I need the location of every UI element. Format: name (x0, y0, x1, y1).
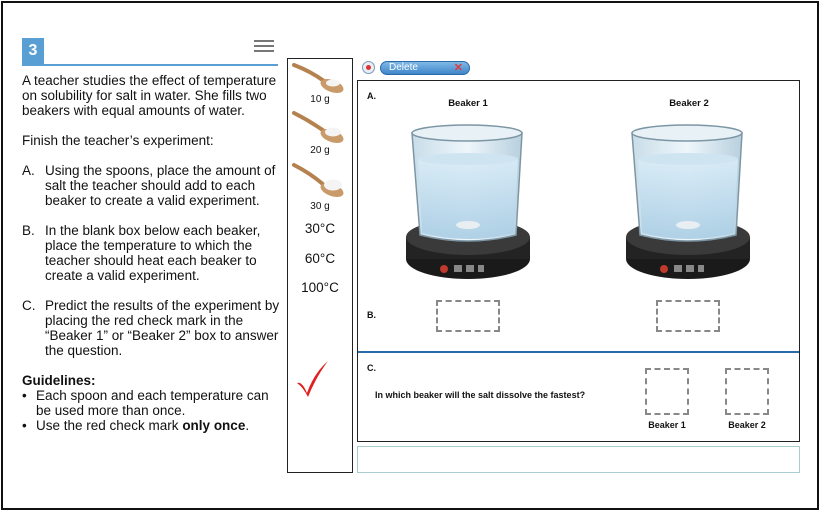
step-label: A. (22, 163, 35, 178)
step-text: Using the spoons, place the amount of salt the teacher should add to each beaker to create a valid experiment. (45, 163, 276, 208)
temp-30c[interactable]: 30°C (304, 221, 336, 236)
beaker2-title: Beaker 2 (669, 98, 709, 109)
response-area[interactable] (357, 446, 800, 473)
guideline-item (22, 418, 284, 433)
section-a-label: A. (367, 91, 376, 101)
beaker1-title: Beaker 1 (448, 98, 488, 109)
question-instruction: Finish the teacher’s experiment: (22, 133, 214, 148)
question-intro: A teacher studies the effect of temperature on solubility for salt in water. She fills two beakers with equal amounts of water. (22, 73, 277, 118)
bullet-icon: • (22, 388, 27, 403)
spoon-20g[interactable] (290, 109, 350, 145)
delete-x-icon: ✕ (453, 62, 463, 74)
answer-box-beaker2[interactable] (725, 368, 769, 415)
menu-icon[interactable] (254, 40, 274, 54)
spoon-label: 10 g (310, 94, 330, 105)
selector-tool-icon[interactable] (362, 61, 375, 74)
spoon-30g[interactable] (290, 161, 350, 199)
delete-label: Delete (389, 62, 418, 73)
step-text: In the blank box below each beaker, place the temperature to which the teacher should heat each beaker to create a valid experiment. (45, 223, 261, 283)
spoon-label: 30 g (310, 201, 330, 212)
step-a (22, 163, 284, 208)
guidelines-heading: Guidelines: (22, 373, 96, 388)
question-number: 3 (22, 38, 44, 64)
work-area (357, 80, 800, 442)
guideline-text: Use the red check mark only once. (36, 418, 250, 433)
step-b (22, 223, 284, 283)
guideline-text: Each spoon and each temperature can be used more than once. (36, 388, 269, 418)
temp-100c[interactable]: 100°C (301, 280, 339, 295)
spoon-label: 20 g (310, 145, 330, 156)
spoon-icon (290, 109, 350, 145)
section-divider (358, 351, 799, 353)
step-c (22, 298, 284, 358)
question-c-text: In which beaker will the salt dissolve the fastest? (375, 390, 586, 400)
answer2-label: Beaker 2 (728, 420, 766, 430)
spoon-icon (290, 161, 350, 199)
bullet-icon: • (22, 418, 27, 433)
temp-60c[interactable]: 60°C (304, 251, 336, 266)
step-label: C. (22, 298, 36, 313)
answer-box-beaker1[interactable] (645, 368, 689, 415)
question-underline (22, 64, 278, 66)
step-label: B. (22, 223, 35, 238)
beaker1-temp-box[interactable] (436, 300, 500, 332)
section-c-label: C. (367, 363, 376, 373)
beaker1-drop-target[interactable] (404, 119, 532, 285)
guideline-item (22, 388, 284, 418)
drag-palette (287, 58, 353, 473)
red-check-mark[interactable] (294, 359, 330, 399)
step-text: Predict the results of the experiment by placing the red check mark in the “Beaker 1” or “Beaker 2” box to answer the question. (45, 298, 280, 358)
section-b-label: B. (367, 310, 376, 320)
delete-button[interactable] (380, 61, 470, 75)
check-icon (294, 359, 330, 399)
spoon-10g[interactable] (290, 61, 350, 95)
question-text (22, 73, 284, 433)
beaker2-drop-target[interactable] (624, 119, 752, 285)
answer1-label: Beaker 1 (648, 420, 686, 430)
beaker2-temp-box[interactable] (656, 300, 720, 332)
spoon-icon (290, 61, 350, 95)
